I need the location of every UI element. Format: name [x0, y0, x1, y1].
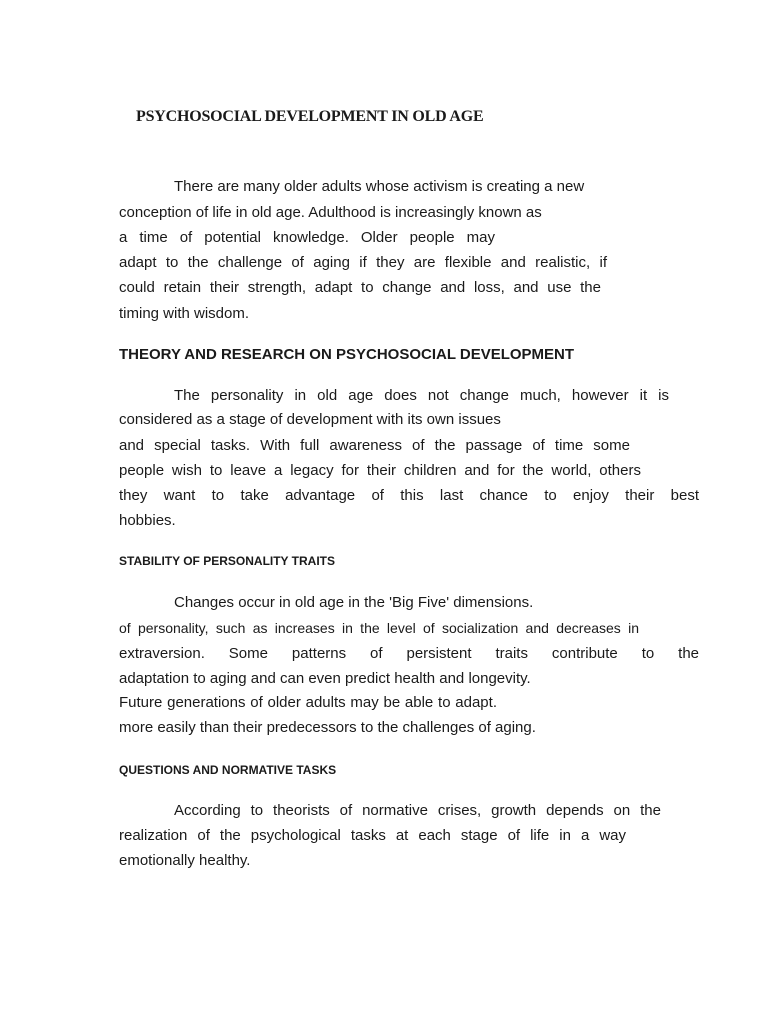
stability-line-4: adaptation to aging and can even predict health and longevity.: [119, 670, 531, 687]
theory-line-5: they want to take advantage of this last chance to enjoy their best: [119, 487, 699, 504]
document-title: PSYCHOSOCIAL DEVELOPMENT IN OLD AGE: [136, 108, 484, 125]
stability-line-5: Future generations of older adults may be able to adapt.: [119, 694, 497, 711]
theory-line-4: people wish to leave a legacy for their children and for the world, others: [119, 462, 641, 479]
intro-line-3: a time of potential knowledge. Older people may: [119, 229, 495, 246]
theory-line-6: hobbies.: [119, 512, 176, 529]
stability-line-2: of personality, such as increases in the level of socialization and decreases in: [119, 620, 639, 636]
section-heading-stability: STABILITY OF PERSONALITY TRAITS: [119, 554, 336, 568]
intro-line-4: adapt to the challenge of aging if they are flexible and realistic, if: [119, 254, 607, 271]
section-heading-theory: THEORY AND RESEARCH ON PSYCHOSOCIAL DEVELOPMENT: [119, 346, 575, 363]
stability-line-6: more easily than their predecessors to the challenges of aging.: [119, 719, 536, 736]
theory-line-3: and special tasks. With full awareness of the passage of time some: [119, 437, 630, 454]
stability-line-1: Changes occur in old age in the 'Big Five' dimensions.: [174, 594, 534, 611]
intro-line-5: could retain their strength, adapt to change and loss, and use the: [119, 279, 601, 296]
intro-line-6: timing with wisdom.: [119, 305, 250, 322]
theory-line-2: considered as a stage of development with its own issues: [119, 411, 501, 428]
theory-line-1: The personality in old age does not change much, however it is: [174, 387, 669, 404]
normative-line-3: emotionally healthy.: [119, 852, 251, 869]
stability-line-3: extraversion. Some patterns of persistent traits contribute to the: [119, 645, 699, 662]
normative-line-2: realization of the psychological tasks at each stage of life in a way: [119, 827, 626, 844]
intro-line-2: conception of life in old age. Adulthood is increasingly known as: [119, 204, 542, 221]
intro-line-1: There are many older adults whose activism is creating a new: [174, 178, 585, 195]
normative-line-1: According to theorists of normative crises, growth depends on the: [174, 802, 661, 819]
section-heading-normative: QUESTIONS AND NORMATIVE TASKS: [119, 763, 337, 777]
